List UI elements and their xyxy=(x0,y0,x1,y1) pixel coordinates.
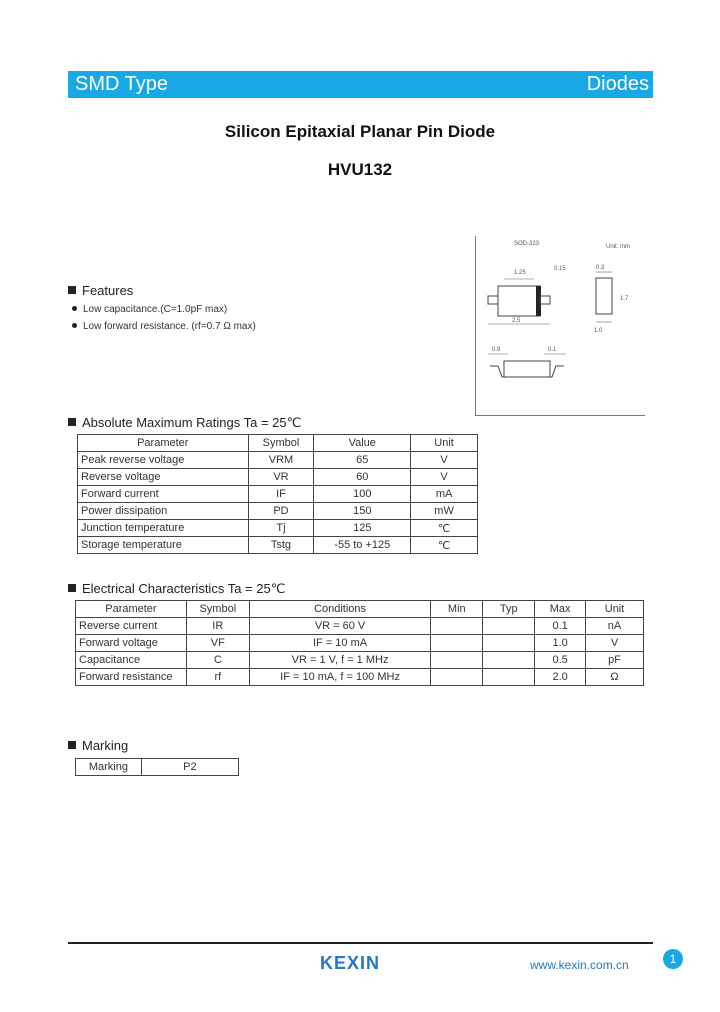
lead-front-right xyxy=(544,366,564,377)
bullet-icon xyxy=(72,306,77,311)
table-row: Capacitance C VR = 1 V, f = 1 MHz 0.5 pF xyxy=(76,652,644,669)
kexin-logo: KEXIN xyxy=(320,953,381,973)
dim-e: 0.1 xyxy=(548,347,557,353)
features-heading: Features xyxy=(68,283,133,298)
body-top-view xyxy=(498,286,540,316)
dim-a: 1.25 xyxy=(514,270,526,276)
table-header-row: Parameter Symbol Conditions Min Typ Max Unit xyxy=(76,601,644,618)
header-type: Diodes xyxy=(586,73,649,95)
table-row: Reverse current IR VR = 60 V 0.1 nA xyxy=(76,618,644,635)
lead-left xyxy=(488,296,498,304)
table-row: Power dissipation PD 150 mW xyxy=(78,503,478,520)
abs-max-table xyxy=(77,434,478,554)
body-front-view xyxy=(504,361,550,377)
package-unit: Unit: mm xyxy=(606,244,630,250)
feature-item: Low capacitance.(C=1.0pF max) xyxy=(72,304,227,315)
table-row: Forward voltage VF IF = 10 mA 1.0 V xyxy=(76,635,644,652)
header-banner xyxy=(68,71,653,98)
table-row: Junction temperature Tj 125 ℃ xyxy=(78,520,478,537)
dim-h: 1.0 xyxy=(594,328,603,334)
dim-c: 1.7 xyxy=(620,296,629,302)
bullet-icon xyxy=(72,323,77,328)
square-bullet-icon xyxy=(68,418,76,426)
package-outline-svg xyxy=(476,236,645,415)
package-drawing xyxy=(475,236,645,416)
feature-item: Low forward resistance. (rf=0.7 Ω max) xyxy=(72,321,256,332)
part-number: HVU132 xyxy=(327,160,393,179)
body-side-view xyxy=(596,278,612,314)
header-category: SMD Type xyxy=(75,73,168,95)
electrical-heading: Electrical Characteristics Ta = 25℃ xyxy=(68,581,285,597)
page-number-badge: 1 xyxy=(663,949,683,969)
table-row: Reverse voltage VR 60 V xyxy=(78,469,478,486)
square-bullet-icon xyxy=(68,286,76,294)
square-bullet-icon xyxy=(68,741,76,749)
table-row: Peak reverse voltage VRM 65 V xyxy=(78,452,478,469)
lead-right xyxy=(540,296,550,304)
table-row: Storage temperature Tstg -55 to +125 ℃ xyxy=(78,537,478,554)
footer-divider xyxy=(68,942,653,944)
square-bullet-icon xyxy=(68,584,76,592)
table-row: Marking P2 xyxy=(76,759,239,776)
marking-table xyxy=(75,758,239,776)
package-name: SOD-323 xyxy=(514,241,540,247)
abs-max-heading: Absolute Maximum Ratings Ta = 25℃ xyxy=(68,415,301,431)
table-header-row: Parameter Symbol Value Unit xyxy=(78,435,478,452)
lead-front-left xyxy=(490,366,510,377)
electrical-table xyxy=(75,600,644,686)
dim-f: 0.9 xyxy=(492,347,501,353)
doc-title: Silicon Epitaxial Planar Pin Diode xyxy=(224,122,496,141)
dim-b: 2.5 xyxy=(512,318,521,324)
footer-url[interactable]: www.kexin.com.cn xyxy=(530,958,629,972)
marking-heading: Marking xyxy=(68,738,128,753)
table-row: Forward resistance rf IF = 10 mA, f = 100 MHz 2.0 Ω xyxy=(76,669,644,686)
table-row: Forward current IF 100 mA xyxy=(78,486,478,503)
dim-g: 0.15 xyxy=(554,266,566,272)
dim-d: 0.3 xyxy=(596,265,605,271)
